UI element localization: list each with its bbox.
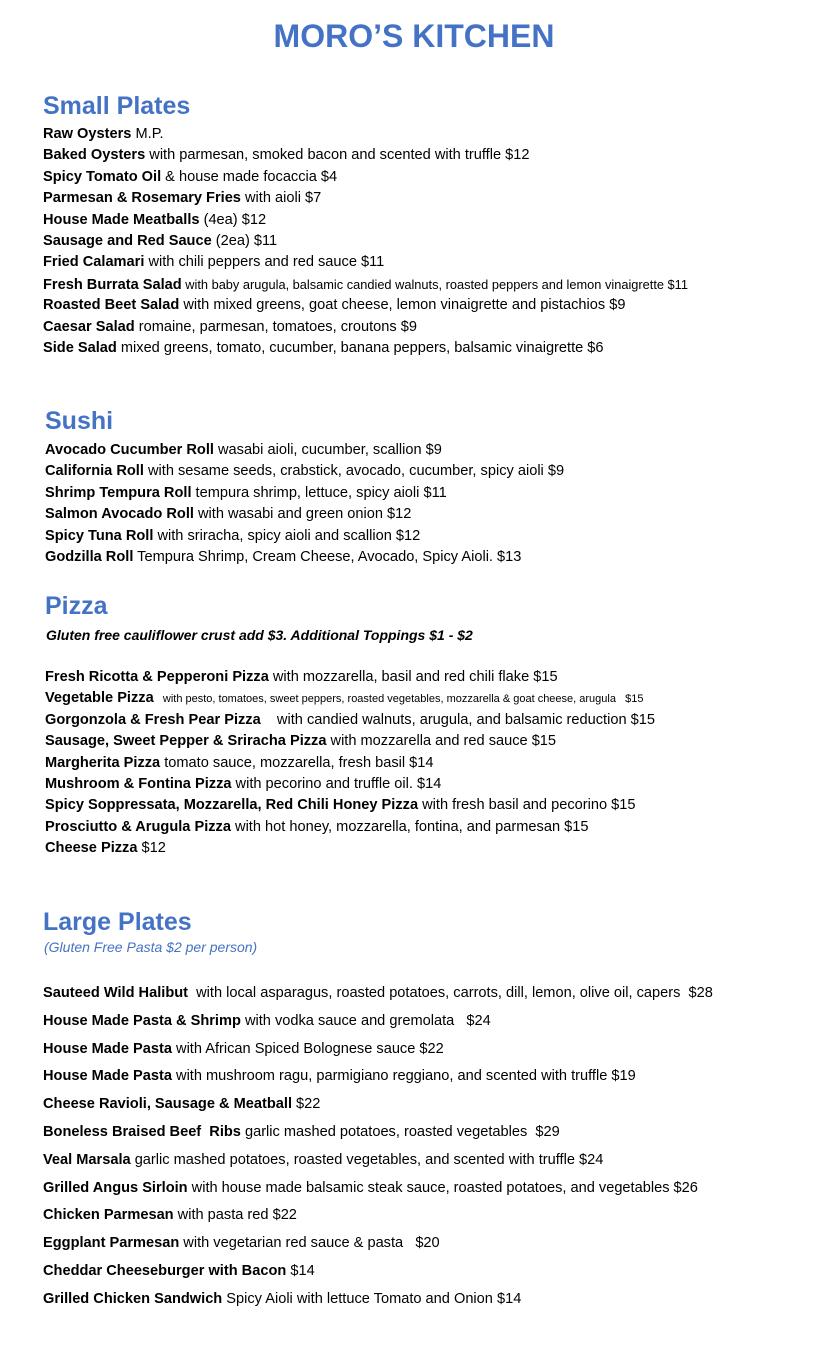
item-name: Sauteed Wild Halibut [43, 985, 189, 1001]
item-description: with fresh basil and pecorino $15 [418, 797, 636, 814]
menu-item [45, 731, 655, 752]
item-name: Caesar Salad [43, 318, 135, 335]
menu-item [43, 1147, 713, 1175]
item-name: Sausage, Sweet Pepper & Sriracha Pizza [45, 733, 327, 750]
item-name: California Roll [45, 463, 144, 480]
item-description: with hot honey, mozzarella, fontina, and parmesan $15 [230, 818, 589, 835]
item-description: with pecorino and truffle oil. $14 [231, 775, 442, 792]
item-name: Prosciutto & Arugula Pizza [45, 818, 231, 835]
large-plates-note: (Gluten Free Pasta $2 per person) [44, 939, 258, 955]
item-description: tomato sauce, mozzarella, fresh basil $14 [160, 754, 434, 771]
menu-item [43, 1230, 713, 1258]
menu-item [45, 667, 655, 688]
menu-item [43, 252, 688, 273]
item-name: Shrimp Tempura Roll [45, 484, 192, 501]
menu-item [43, 1202, 713, 1230]
item-description: with pesto, tomatoes, sweet peppers, roasted vegetables, mozzarella & goat cheese, arugula $15 [153, 693, 644, 706]
item-description: with chili peppers and red sauce $11 [144, 254, 385, 271]
menu-item [43, 1286, 713, 1314]
menu-item [45, 461, 564, 482]
item-name: Chicken Parmesan [43, 1207, 174, 1224]
item-name: Parmesan & Rosemary Fries [43, 190, 241, 207]
item-description: romaine, parmesan, tomatoes, croutons $9 [134, 318, 417, 335]
item-name: Margherita Pizza [45, 754, 161, 771]
item-description: with aioli $7 [240, 190, 322, 207]
menu-item [43, 231, 688, 252]
item-name: Raw Oysters [43, 126, 132, 142]
item-name: Cheese Pizza [45, 840, 138, 857]
item-name: Side Salad [43, 339, 117, 356]
menu-item [45, 504, 564, 525]
item-description: with local asparagus, roasted potatoes, carrots, dill, lemon, olive oil, capers $28 [188, 985, 713, 1001]
item-name: Spicy Tomato Oil [43, 168, 162, 185]
item-name: House Made Pasta [43, 1040, 172, 1057]
item-name: Cheese Ravioli, Sausage & Meatball [43, 1096, 292, 1113]
sushi-list [45, 440, 564, 568]
item-description: & house made focaccia $4 [161, 168, 338, 185]
menu-item [45, 710, 655, 731]
menu-item [45, 440, 564, 461]
pizza-note: Gluten free cauliflower crust add $3. Additional Toppings $1 - $2 [46, 627, 473, 643]
item-name: Grilled Chicken Sandwich [43, 1290, 223, 1307]
item-description: with mozzarella, basil and red chili flake $15 [268, 669, 558, 685]
menu-item [45, 483, 564, 504]
item-name: House Made Meatballs [43, 211, 200, 228]
menu-item [45, 753, 655, 774]
item-description: with house made balsamic steak sauce, roasted potatoes, and vegetables $26 [187, 1179, 698, 1196]
item-name: Grilled Angus Sirloin [43, 1179, 188, 1196]
item-description: $22 [292, 1096, 321, 1113]
menu-item [43, 317, 688, 338]
item-description: with candied walnuts, arugula, and balsamic reduction $15 [260, 711, 655, 728]
item-name: Sausage and Red Sauce [43, 232, 212, 249]
item-description: wasabi aioli, cucumber, scallion $9 [213, 442, 442, 458]
item-name: Fried Calamari [43, 254, 145, 271]
item-name: Godzilla Roll [45, 548, 134, 565]
item-description: mixed greens, tomato, cucumber, banana peppers, balsamic vinaigrette $6 [116, 339, 604, 356]
item-description: garlic mashed potatoes, roasted vegetables, and scented with truffle $24 [130, 1151, 604, 1168]
item-description: with mozzarella and red sauce $15 [326, 733, 557, 750]
item-description: Tempura Shrimp, Cream Cheese, Avocado, Spicy Aioli. $13 [133, 548, 522, 565]
menu-item [43, 1258, 713, 1286]
item-description: with mushroom ragu, parmigiano reggiano, and scented with truffle $19 [171, 1068, 636, 1085]
item-description: with African Spiced Bolognese sauce $22 [171, 1040, 444, 1057]
item-name: Boneless Braised Beef Ribs [43, 1123, 241, 1140]
item-name: Cheddar Cheeseburger with Bacon [43, 1262, 287, 1279]
item-name: Roasted Beet Salad [43, 297, 180, 314]
item-description: (4ea) $12 [199, 211, 267, 228]
item-name: Baked Oysters [43, 147, 146, 164]
item-description: with vodka sauce and gremolata $24 [240, 1012, 491, 1029]
item-description: tempura shrimp, lettuce, spicy aioli $11 [191, 484, 447, 501]
small-plates-list [43, 124, 688, 359]
item-description: with parmesan, smoked bacon and scented with truffle $12 [145, 147, 530, 164]
item-name: Spicy Soppressata, Mozzarella, Red Chili Honey Pizza [45, 797, 419, 814]
item-name: Salmon Avocado Roll [45, 506, 194, 523]
item-description: M.P. [131, 126, 164, 142]
menu-item [43, 295, 688, 316]
menu-item [45, 817, 655, 838]
menu-item [45, 688, 655, 709]
large-plates-heading: Large Plates [43, 908, 192, 936]
item-name: Veal Marsala [43, 1151, 131, 1168]
item-description: with pasta red $22 [173, 1207, 297, 1224]
menu-item [43, 124, 688, 145]
menu-item [43, 167, 688, 188]
item-name: House Made Pasta & Shrimp [43, 1012, 241, 1029]
item-name: Gorgonzola & Fresh Pear Pizza [45, 711, 261, 728]
item-name: Spicy Tuna Roll [45, 527, 154, 544]
item-description: Spicy Aioli with lettuce Tomato and Onion $14 [222, 1290, 522, 1307]
item-name: Fresh Burrata Salad [43, 276, 182, 293]
menu-item [45, 774, 655, 795]
item-name: Avocado Cucumber Roll [45, 442, 214, 458]
item-description: $12 [137, 840, 166, 857]
pizza-heading: Pizza [45, 592, 108, 620]
menu-item [43, 1091, 713, 1119]
restaurant-title: MORO’S KITCHEN [273, 18, 555, 54]
menu-item [43, 980, 713, 1008]
item-description: (2ea) $11 [211, 232, 278, 249]
menu-item [43, 1175, 713, 1203]
item-name: House Made Pasta [43, 1068, 172, 1085]
menu-item [45, 526, 564, 547]
item-name: Eggplant Parmesan [43, 1235, 180, 1252]
pizza-list [45, 667, 655, 860]
menu-item [43, 210, 688, 231]
menu-item [43, 1119, 713, 1147]
item-description: garlic mashed potatoes, roasted vegetables $29 [240, 1123, 560, 1140]
item-description: $14 [286, 1262, 315, 1279]
item-description: with mixed greens, goat cheese, lemon vinaigrette and pistachios $9 [179, 297, 626, 314]
item-description: with wasabi and green onion $12 [193, 506, 412, 523]
menu-item [45, 547, 564, 568]
menu-item [43, 1036, 713, 1064]
item-description: with baby arugula, balsamic candied walnuts, roasted peppers and lemon vinaigrette $11 [181, 276, 688, 292]
item-description: with sriracha, spicy aioli and scallion $12 [153, 527, 421, 544]
menu-item [43, 1008, 713, 1036]
sushi-heading: Sushi [45, 407, 114, 435]
item-description: with sesame seeds, crabstick, avocado, cucumber, spicy aioli $9 [143, 463, 565, 480]
small-plates-heading: Small Plates [43, 92, 191, 120]
large-plates-list [43, 980, 713, 1314]
item-name: Vegetable Pizza [45, 690, 154, 707]
item-name: Fresh Ricotta & Pepperoni Pizza [45, 669, 269, 685]
item-name: Mushroom & Fontina Pizza [45, 775, 232, 792]
menu-item [43, 145, 688, 166]
menu-item [45, 838, 655, 859]
menu-item [43, 274, 688, 295]
menu-item [43, 1063, 713, 1091]
menu-item [45, 795, 655, 816]
menu-item [43, 188, 688, 209]
item-description: with vegetarian red sauce & pasta $20 [179, 1235, 440, 1252]
menu-item [43, 338, 688, 359]
